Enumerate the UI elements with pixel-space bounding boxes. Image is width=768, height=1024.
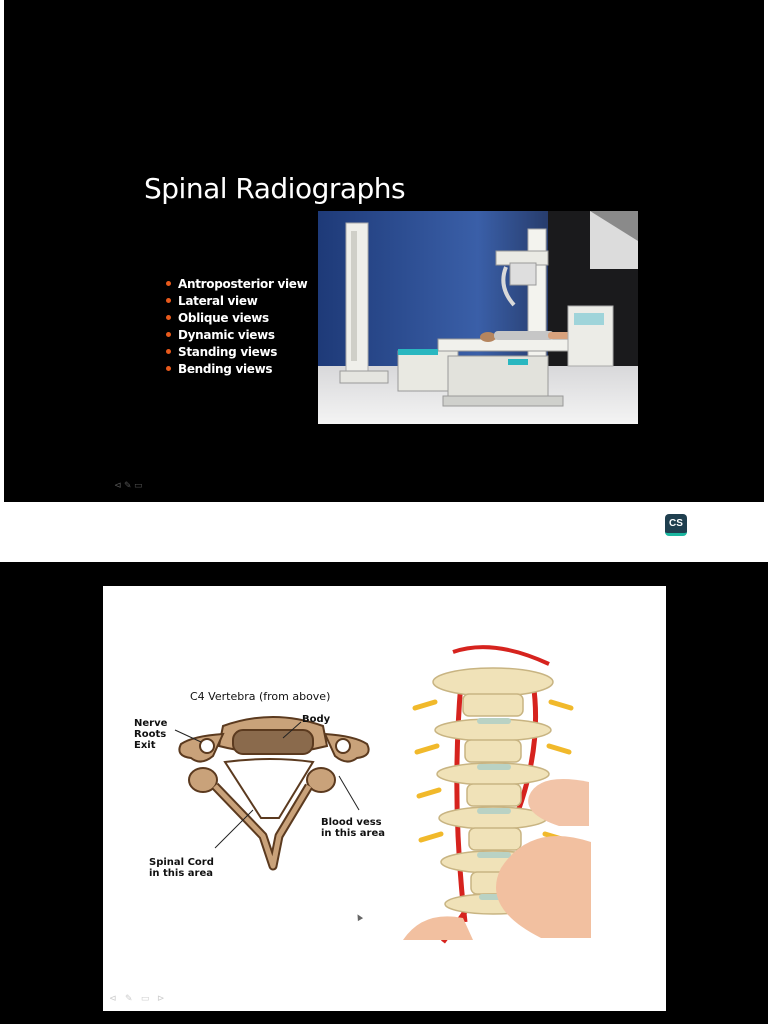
bullet-icon — [166, 366, 171, 371]
bullet-item: Standing views — [166, 344, 307, 361]
blood-vessels-label: Blood vess in this area — [321, 817, 385, 839]
slides-icon[interactable]: ▭ — [141, 993, 150, 1003]
camscanner-badge: CS — [665, 514, 687, 536]
bullet-item: Bending views — [166, 361, 307, 378]
bullet-item: Oblique views — [166, 310, 307, 327]
slide-spinal-radiographs — [4, 0, 764, 502]
bullet-item: Lateral view — [166, 293, 307, 310]
slide-controls — [109, 994, 167, 1002]
slide-title: Spinal Radiographs — [144, 172, 406, 205]
bullet-list — [166, 276, 307, 378]
bullet-item: Dynamic views — [166, 327, 307, 344]
page-gap — [0, 502, 768, 562]
slide-c4-vertebra — [103, 586, 666, 1011]
spine-model-photo — [393, 642, 591, 957]
bullet-icon — [166, 298, 171, 303]
diagram-title: C4 Vertebra (from above) — [190, 690, 331, 703]
bullet-item: Antroposterior view — [166, 276, 307, 293]
bullet-icon — [166, 332, 171, 337]
body-label: Body — [302, 714, 331, 725]
bullet-icon — [166, 349, 171, 354]
prev-slide-icon[interactable]: ⊲ — [109, 993, 117, 1003]
spinal-cord-label: Spinal Cord in this area — [149, 857, 214, 879]
xray-machine-photo — [318, 211, 638, 424]
bullet-icon — [166, 281, 171, 286]
slide-footer-controls: ⊲ ✎ ▭ — [114, 480, 143, 490]
next-slide-icon[interactable]: ⊳ — [157, 993, 165, 1003]
mouse-cursor-icon — [355, 913, 363, 921]
pen-icon[interactable]: ✎ — [125, 993, 133, 1003]
bullet-icon — [166, 315, 171, 320]
nerve-roots-label: Nerve Roots Exit — [134, 718, 168, 751]
